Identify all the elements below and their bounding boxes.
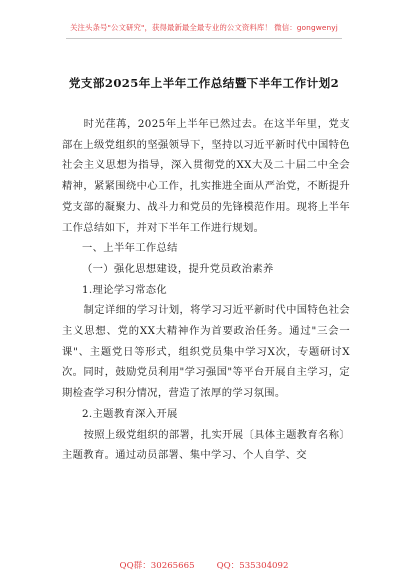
subsection-heading: （一）强化思想建设，提升党员政治素养	[82, 262, 274, 275]
section-heading: 一、上半年工作总结	[82, 242, 178, 255]
item-paragraph-1: 制定详细的学习计划，将学习习近平新时代中国特色社会主义思想、党的XX大精神作为首要政治任务。通过"三会一课"、主题党日等形式，组织党员集中学习X次，专题研讨X次。同时，鼓励党员利用"学习强国"等平台开展自主学习，定期检查学习积分情况，营造了浓厚的学习氛围。	[62, 304, 350, 400]
footer-qq-group: QQ群：30265665	[119, 561, 195, 571]
intro-paragraph: 时光荏苒，2025年上半年已然过去。在这半年里，党支部在上级党组织的坚强领导下，坚持以习近平新时代中国特色社会主义思想为指导，深入贯彻党的XX大及二十届二中全会精神，紧紧围绕中心工作，扎实推进全面从严治党，不断提升党支部的凝聚力、战斗力和党员的先锋模范作用。现将上半年工作总结如下，并对下半年工作进行规划。	[62, 118, 350, 234]
item-paragraph-2: 按照上级党组织的部署，扎实开展〔具体主题教育名称〕主题教育。通过动员部署、集中学习、个人自学、交	[62, 428, 350, 462]
header-banner: 关注头条号"公文研究"，获得最新最全最专业的公文资料库！ 微信：gongwenyj	[70, 23, 338, 32]
document-body	[62, 114, 350, 466]
item-heading-1: 1.理论学习常态化	[82, 283, 168, 296]
header-divider	[66, 38, 342, 39]
document-title: 党支部2025年上半年工作总结暨下半年工作计划2	[68, 76, 340, 90]
footer-contact	[0, 559, 408, 571]
item-heading-2: 2.主题教育深入开展	[82, 407, 178, 420]
footer-qq: QQ：535304092	[216, 561, 289, 571]
